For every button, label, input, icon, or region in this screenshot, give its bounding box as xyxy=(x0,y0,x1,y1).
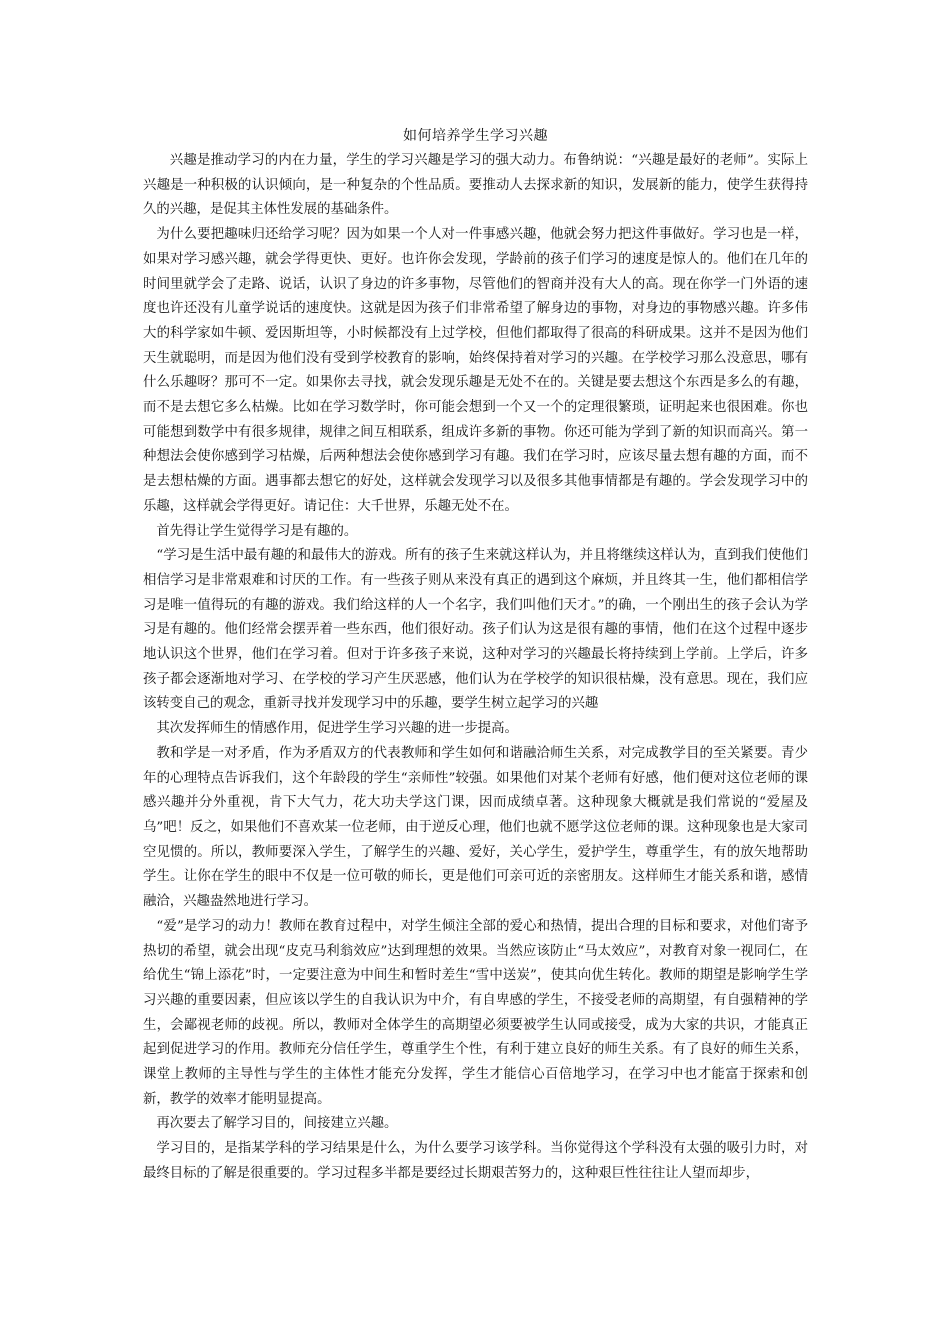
paragraph-third-point: 再次要去了解学习目的，间接建立兴趣。 xyxy=(156,1116,398,1132)
paragraph-learning-game-quote: “学习是生活中最有趣的和最伟大的游戏。所有的孩子生来就这样认为，并且将继续这样认为，直到我们使他们相信学习是非常艰难和讨厌的工作。有一些孩子则从来没有真正的遇到这个麻烦，并且终其一生，他们都相信学习是唯一值得玩的有趣的游戏。我们给这样的人一个名字，我们叫他们天才。”的确，一个刚出生的孩子会认为学习是有趣的。他们经常会摆弄着一些东西，他们很好动。孩子们认为这是很有趣的事情，他们在这个过程中逐步地认识这个世界，他们在学习着。但对于许多孩子来说，这种对学习的兴趣最长将持续到上学前。上学后，许多孩子都会逐渐地对学习、在学校的学习产生厌恶感，他们认为在学校学的知识很枯燥，没有意思。现在，我们应该转变自己的观念，重新寻找并发现学习中的乐趣，要学生树立起学习的兴趣 xyxy=(143,548,808,712)
document-page xyxy=(143,124,808,1187)
paragraph-teacher-student-relation: 教和学是一对矛盾，作为矛盾双方的代表教师和学生如何和谐融洽师生关系，对完成教学目的至关紧要。青少年的心理特点告诉我们，这个年龄段的学生“亲师性”较强。如果他们对某个老师有好感，他们便对这位老师的课感兴趣并分外重视，肯下大气力，花大功夫学这门课，因而成绩卓著。这种现象大概就是我们常说的“爱屋及乌”吧！反之，如果他们不喜欢某一位老师，由于逆反心理，他们也就不愿学这位老师的课。这种现象也是大家司空见惯的。所以，教师要深入学生，了解学生的兴趣、爱好，关心学生，爱护学生，尊重学生，有的放矢地帮助学生。让你在学生的眼中不仅是一位可敬的师长，更是他们可亲可近的亲密朋友。这样师生才能关系和谐，感情融洽，兴趣盎然地进行学习。 xyxy=(143,745,808,910)
paragraph-first-point: 首先得让学生觉得学习是有趣的。 xyxy=(156,523,358,539)
paragraph-love-motivation: “爱”是学习的动力！教师在教育过程中，对学生倾注全部的爱心和热情，提出合理的目标和要求，对他们寄予热切的希望，就会出现“皮克马利翁效应”达到理想的效果。当然应该防止“马太效应”，对教育对象一视同仁，在给优生“锦上添花”时，一定要注意为中间生和暂时差生“雪中送炭”，使其向优生转化。教师的期望是影响学生学习兴趣的重要因素，但应该以学生的自我认识为中介，有自卑感的学生，不接受老师的高期望，有自强精神的学生，会鄙视老师的歧视。所以，教师对全体学生的高期望必须要被学生认同或接受，成为大家的共识，才能真正起到促进学习的作用。教师充分信任学生，尊重学生个性，有利于建立良好的师生关系。有了良好的师生关系，课堂上教师的主导性与学生的主体性才能充分发挥，学生才能信心百倍地学习，在学习中也才能富于探索和创新，教学的效率才能明显提高。 xyxy=(143,918,808,1107)
paragraph-second-point: 其次发挥师生的情感作用，促进学生学习兴趣的进一步提高。 xyxy=(156,721,518,737)
paragraph-intro: 兴趣是推动学习的内在力量，学生的学习兴趣是学习的强大动力。布鲁纳说：“兴趣是最好的老师”。实际上兴趣是一种积极的认识倾向，是一种复杂的个性品质。要推动人去探求新的知识，发展新的能力，使学生获得持久的兴趣，是促其主体性发展的基础条件。 xyxy=(143,153,808,218)
document-title: 如何培养学生学习兴趣 xyxy=(403,128,548,144)
paragraph-learning-purpose: 学习目的，是指某学科的学习结果是什么，为什么要学习该学科。当你觉得这个学科没有太强的吸引力时，对最终目标的了解是很重要的。学习过程多半都是要经过长期艰苦努力的，这种艰巨性往往让人望而却步， xyxy=(143,1141,808,1181)
paragraph-why-interest: 为什么要把趣味归还给学习呢？因为如果一个人对一件事感兴趣，他就会努力把这件事做好。学习也是一样，如果对学习感兴趣，就会学得更快、更好。也许你会发现，学龄前的孩子们学习的速度是惊人的。他们在几年的时间里就学会了走路、说话，认识了身边的许多事物，尽管他们的智商并没有大人的高。现在你学一门外语的速度也许还没有儿童学说话的速度快。这就是因为孩子们非常希望了解身边的事物，对身边的事物感兴趣。许多伟大的科学家如牛顿、爱因斯坦等，小时候都没有上过学校，但他们都取得了很高的科研成果。这并不是因为他们天生就聪明，而是因为他们没有受到学校教育的影响，始终保持着对学习的兴趣。在学校学习那么没意思，哪有什么乐趣呀？那可不一定。如果你去寻找，就会发现乐趣是无处不在的。关键是要去想这个东西是多么的有趣，而不是去想它多么枯燥。比如在学习数学时，你可能会想到一个又一个的定理很繁琐，证明起来也很困难。你也可能想到数学中有很多规律，规律之间互相联系，组成许多新的事物。你还可能为学到了新的知识而高兴。第一种想法会使你感到学习枯燥，后两种想法会使你感到学习有趣。我们在学习时，应该尽量去想有趣的方面，而不是去想枯燥的方面。遇事都去想它的好处，这样就会发现学习以及很多其他事情都是有趣的。学会发现学习中的乐趣，这样就会学得更好。请记住：大千世界，乐趣无处不在。 xyxy=(143,227,808,514)
